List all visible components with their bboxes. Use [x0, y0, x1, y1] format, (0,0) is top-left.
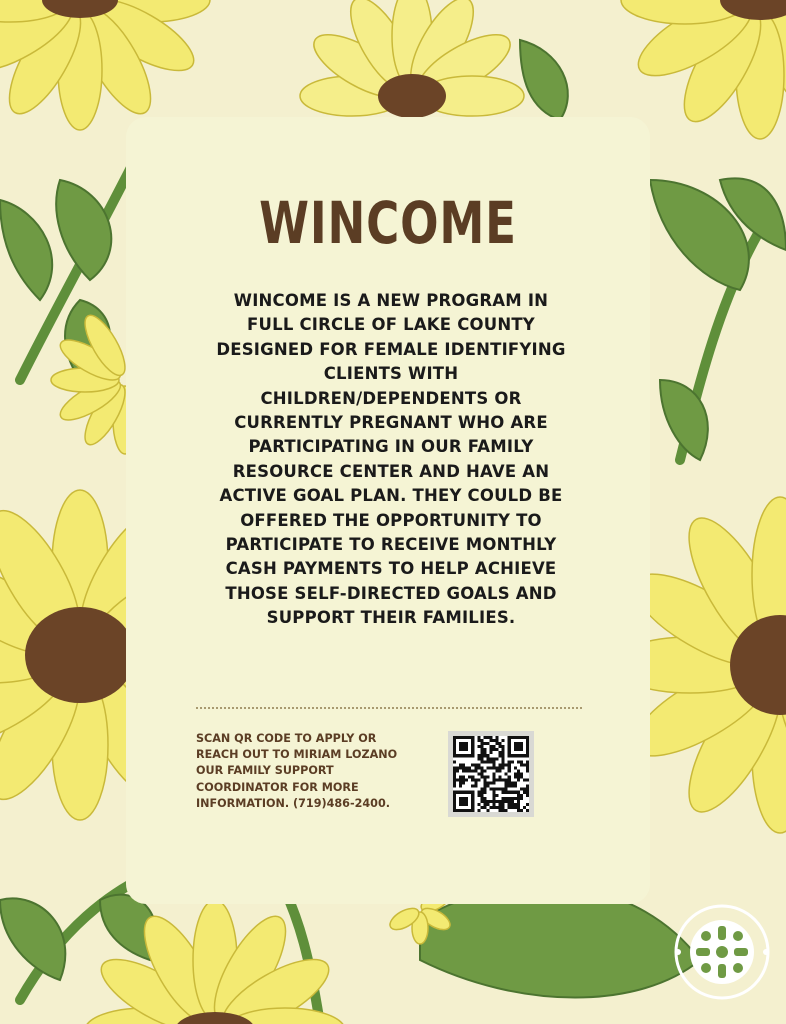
flyer-title: WINCOME	[259, 189, 517, 257]
program-description: WINCOME IS A NEW PROGRAM IN FULL CIRCLE OF LAKE COUNTY DESIGNED FOR FEMALE IDENTIFYING CLIENTS WITH CHILDREN/DEPENDENTS OR CURRENTLY PREGNANT WHO ARE PARTICIPATING IN OUR FAMILY RESOURCE CENTER AND HAVE AN ACTIVE GOAL PLAN. THEY COULD BE OFFERED THE OPPORTUNITY TO PARTICIPATE TO RECEIVE MONTHLY CASH PAYMENTS TO HELP ACHIEVE THOSE SELF-DIRECTED GOALS AND SUPPORT THEIR FAMILIES.	[216, 291, 566, 628]
flyer-card	[126, 117, 650, 904]
qr-code-icon	[453, 736, 529, 812]
dotted-divider	[196, 707, 582, 709]
organization-logo	[660, 890, 784, 1014]
qr-code[interactable]	[448, 731, 534, 817]
contact-info: SCAN QR CODE TO APPLY OR REACH OUT TO MIRIAM LOZANO OUR FAMILY SUPPORT COORDINATOR FOR MORE INFORMATION. (719)486-2400.	[196, 732, 398, 810]
